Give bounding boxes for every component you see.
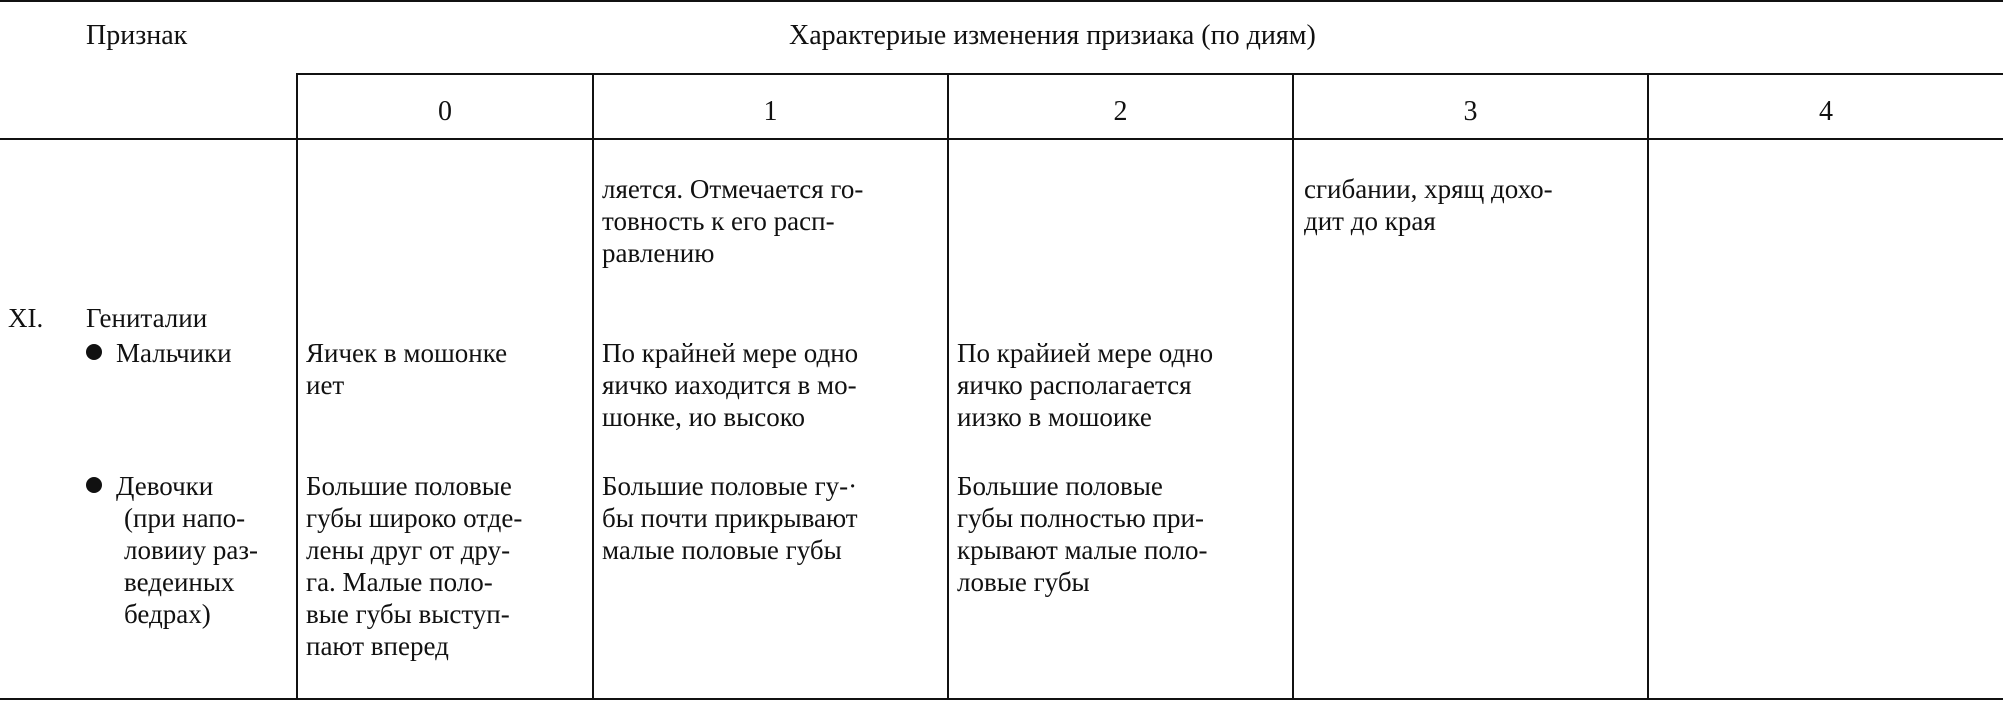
text-line: лены друг от дру- [306, 535, 511, 565]
text-line: Большие половые гу-· [602, 471, 858, 501]
text-line: Яичек в мошонке [306, 338, 508, 368]
text-line: равлению [602, 238, 715, 268]
text-line: губы широко отде- [306, 503, 523, 533]
column-number-rule [0, 138, 2003, 140]
boys-label-text: Мальчики [116, 338, 232, 368]
bullet-icon [86, 477, 102, 493]
text-line: По крайией мере одно [957, 338, 1214, 368]
text-line: товность к его расп- [602, 206, 835, 236]
girls-label-text: Девочки [116, 471, 214, 501]
boys-col1 [602, 337, 858, 433]
column-rule-4 [1647, 73, 1649, 700]
text-line: га. Малые поло- [306, 567, 493, 597]
text-line: бедрах) [124, 599, 211, 629]
text-line: ведеиных [124, 567, 235, 597]
text-line: пают вперед [306, 631, 449, 661]
column-rule-3 [1292, 73, 1294, 700]
text-line: яичко располагается [957, 370, 1192, 400]
text-line: Большие половые [957, 471, 1163, 501]
girls-col2 [957, 470, 1208, 598]
text-line: крывают малые поло- [957, 535, 1208, 565]
changes-header: Характериые изменения призиака (по диям) [789, 20, 1316, 51]
text-line: иет [306, 370, 345, 400]
column-rule-0 [296, 73, 298, 700]
continuation-col1 [602, 173, 863, 269]
table-top-rule [0, 0, 2003, 2]
text-line: ловые губы [957, 567, 1090, 597]
text-line: По крайней мере одно [602, 338, 859, 368]
text-line: дит до края [1304, 206, 1436, 236]
boys-col0 [306, 337, 507, 401]
text-line: яичко иаходится в мо- [602, 370, 857, 400]
text-line: сгибании, хрящ дохо- [1304, 174, 1553, 204]
row-title: Гениталии [86, 303, 208, 333]
table-bottom-rule [0, 698, 2003, 700]
text-line: Большие половые [306, 471, 512, 501]
girls-col0 [306, 470, 522, 662]
column-number-1: 1 [763, 96, 778, 127]
text-line: ляется. Отмечается го- [602, 174, 864, 204]
column-number-4: 4 [1819, 96, 1833, 127]
girls-col1 [602, 470, 858, 566]
girls-label [86, 470, 258, 630]
bullet-icon [86, 344, 102, 360]
boys-col2 [957, 337, 1213, 433]
text-line: губы полностью при- [957, 503, 1204, 533]
feature-header: Признак [86, 20, 188, 51]
text-line: малые половые губы [602, 535, 842, 565]
continuation-col3 [1304, 173, 1553, 237]
column-number-3: 3 [1463, 96, 1478, 127]
column-number-0: 0 [438, 96, 452, 127]
column-rule-2 [947, 73, 949, 700]
column-number-2: 2 [1113, 96, 1128, 127]
text-line: шонке, ио высоко [602, 402, 805, 432]
text-line: вые губы выступ- [306, 599, 510, 629]
column-rule-1 [592, 73, 594, 700]
header-divider-rule [297, 73, 2003, 75]
text-line: (при напо- [124, 503, 246, 533]
boys-label [86, 337, 232, 369]
text-line: бы почти прикрывают [602, 503, 858, 533]
row-number: XI. [8, 303, 44, 333]
text-line: иизко в мошоике [957, 402, 1152, 432]
text-line: ловииу раз- [124, 535, 259, 565]
girls-label-line-0 [86, 470, 258, 502]
